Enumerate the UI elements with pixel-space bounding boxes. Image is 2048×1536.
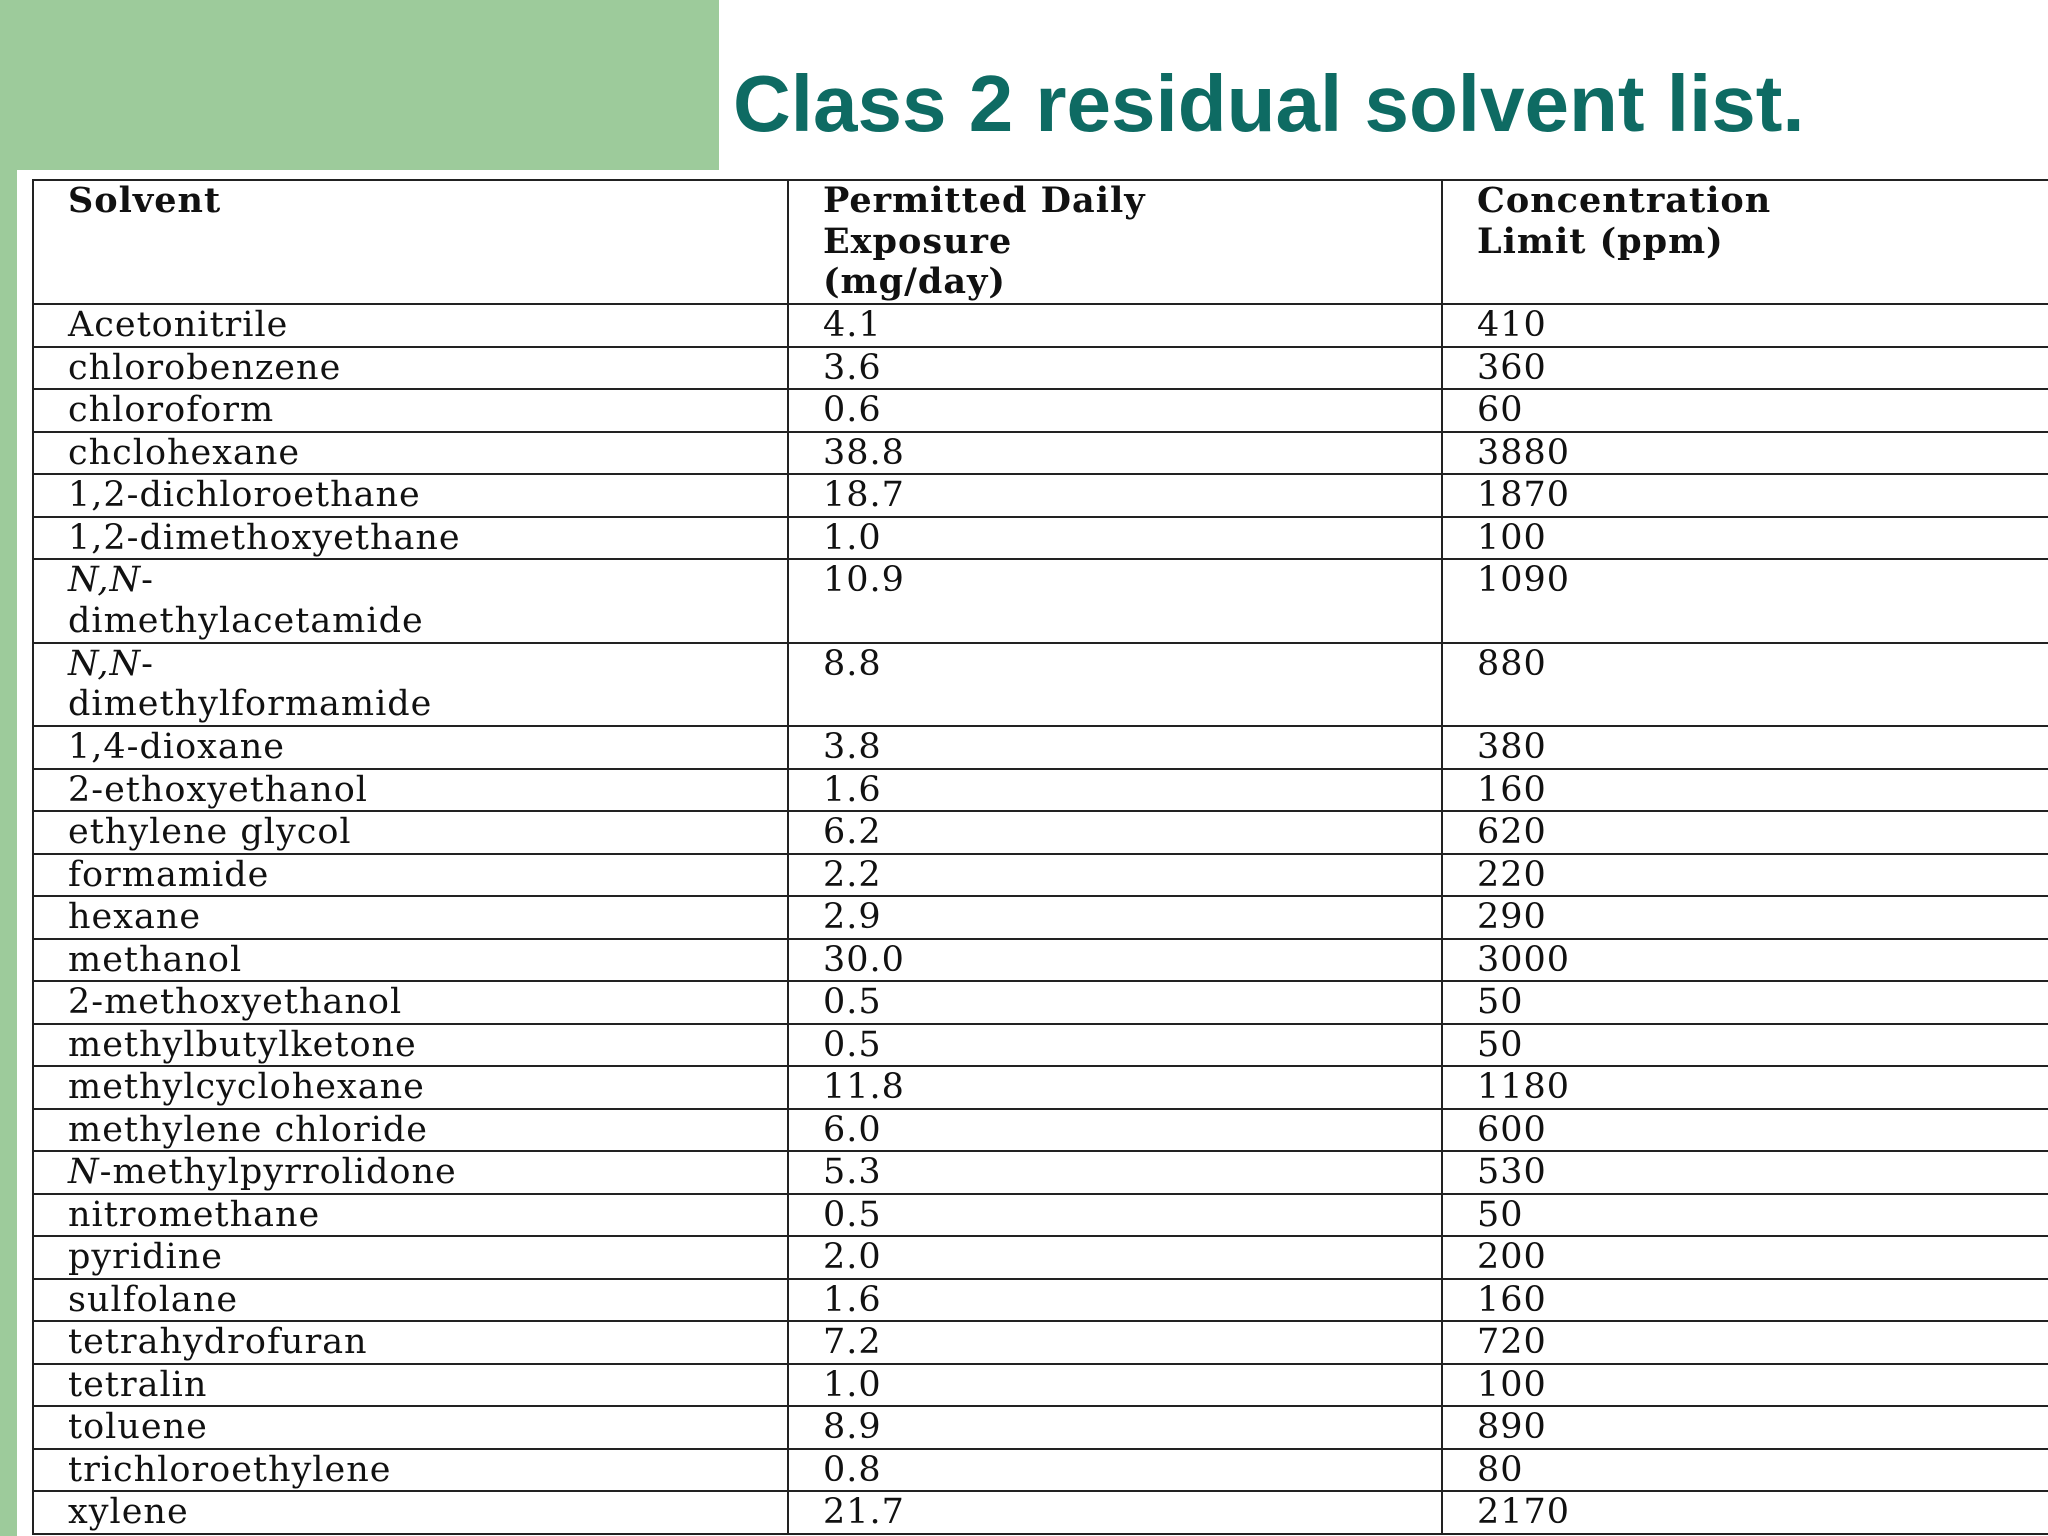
cell-permitted-daily-exposure: 0.5 bbox=[788, 1194, 1442, 1237]
cell-solvent: methylene chloride bbox=[33, 1109, 788, 1152]
cell-permitted-daily-exposure: 0.5 bbox=[788, 981, 1442, 1024]
cell-permitted-daily-exposure: 21.7 bbox=[788, 1491, 1442, 1534]
cell-permitted-daily-exposure: 3.6 bbox=[788, 347, 1442, 390]
cell-permitted-daily-exposure: 8.8 bbox=[788, 643, 1442, 727]
table-row bbox=[33, 1364, 2048, 1407]
cell-permitted-daily-exposure: 2.9 bbox=[788, 896, 1442, 939]
cell-permitted-daily-exposure: 0.8 bbox=[788, 1449, 1442, 1492]
cell-permitted-daily-exposure: 18.7 bbox=[788, 474, 1442, 517]
cell-permitted-daily-exposure: 6.2 bbox=[788, 811, 1442, 854]
cell-concentration-limit: 380 bbox=[1442, 726, 2048, 769]
cell-solvent: N,N- dimethylacetamide bbox=[33, 559, 788, 643]
cell-concentration-limit: 160 bbox=[1442, 769, 2048, 812]
table-row bbox=[33, 517, 2048, 560]
cell-permitted-daily-exposure: 10.9 bbox=[788, 559, 1442, 643]
green-header-block bbox=[0, 0, 719, 171]
table-row bbox=[33, 1151, 2048, 1194]
header-solvent: Solvent bbox=[33, 180, 788, 304]
cell-permitted-daily-exposure: 2.2 bbox=[788, 854, 1442, 897]
header-permitted-daily-exposure: Permitted Daily Exposure (mg/day) bbox=[788, 180, 1442, 304]
cell-concentration-limit: 50 bbox=[1442, 981, 2048, 1024]
cell-concentration-limit: 530 bbox=[1442, 1151, 2048, 1194]
cell-concentration-limit: 720 bbox=[1442, 1321, 2048, 1364]
cell-concentration-limit: 1090 bbox=[1442, 559, 2048, 643]
table-row bbox=[33, 474, 2048, 517]
table-header-row bbox=[33, 180, 2048, 304]
cell-solvent: tetrahydrofuran bbox=[33, 1321, 788, 1364]
table-row bbox=[33, 726, 2048, 769]
cell-concentration-limit: 200 bbox=[1442, 1236, 2048, 1279]
cell-permitted-daily-exposure: 6.0 bbox=[788, 1109, 1442, 1152]
cell-solvent: chlorobenzene bbox=[33, 347, 788, 390]
cell-permitted-daily-exposure: 0.5 bbox=[788, 1024, 1442, 1067]
table-row bbox=[33, 1024, 2048, 1067]
cell-concentration-limit: 1870 bbox=[1442, 474, 2048, 517]
table-row bbox=[33, 811, 2048, 854]
cell-permitted-daily-exposure: 1.0 bbox=[788, 517, 1442, 560]
cell-concentration-limit: 80 bbox=[1442, 1449, 2048, 1492]
table-body bbox=[33, 304, 2048, 1534]
cell-concentration-limit: 880 bbox=[1442, 643, 2048, 727]
cell-solvent: pyridine bbox=[33, 1236, 788, 1279]
header-concentration-limit: Concentration Limit (ppm) bbox=[1442, 180, 2048, 304]
cell-permitted-daily-exposure: 3.8 bbox=[788, 726, 1442, 769]
slide-title: Class 2 residual solvent list. bbox=[733, 59, 1805, 148]
cell-concentration-limit: 3880 bbox=[1442, 432, 2048, 475]
table-row bbox=[33, 1406, 2048, 1449]
cell-concentration-limit: 3000 bbox=[1442, 939, 2048, 982]
cell-permitted-daily-exposure: 11.8 bbox=[788, 1066, 1442, 1109]
cell-solvent: formamide bbox=[33, 854, 788, 897]
cell-permitted-daily-exposure: 38.8 bbox=[788, 432, 1442, 475]
cell-concentration-limit: 160 bbox=[1442, 1279, 2048, 1322]
table-row bbox=[33, 1109, 2048, 1152]
table-row bbox=[33, 1194, 2048, 1237]
table-row bbox=[33, 769, 2048, 812]
table-row bbox=[33, 1066, 2048, 1109]
cell-concentration-limit: 50 bbox=[1442, 1194, 2048, 1237]
cell-concentration-limit: 100 bbox=[1442, 1364, 2048, 1407]
cell-solvent: nitromethane bbox=[33, 1194, 788, 1237]
cell-concentration-limit: 60 bbox=[1442, 389, 2048, 432]
solvent-table bbox=[32, 179, 2048, 1535]
cell-permitted-daily-exposure: 1.6 bbox=[788, 1279, 1442, 1322]
cell-solvent: sulfolane bbox=[33, 1279, 788, 1322]
cell-concentration-limit: 290 bbox=[1442, 896, 2048, 939]
cell-concentration-limit: 410 bbox=[1442, 304, 2048, 347]
cell-solvent: methylbutylketone bbox=[33, 1024, 788, 1067]
cell-permitted-daily-exposure: 8.9 bbox=[788, 1406, 1442, 1449]
green-side-bar bbox=[0, 0, 17, 1536]
cell-solvent: chclohexane bbox=[33, 432, 788, 475]
cell-concentration-limit: 600 bbox=[1442, 1109, 2048, 1152]
cell-concentration-limit: 100 bbox=[1442, 517, 2048, 560]
cell-solvent: 1,2-dichloroethane bbox=[33, 474, 788, 517]
cell-solvent: 2-methoxyethanol bbox=[33, 981, 788, 1024]
cell-solvent: Acetonitrile bbox=[33, 304, 788, 347]
cell-solvent: hexane bbox=[33, 896, 788, 939]
cell-permitted-daily-exposure: 4.1 bbox=[788, 304, 1442, 347]
table-row bbox=[33, 854, 2048, 897]
cell-permitted-daily-exposure: 1.6 bbox=[788, 769, 1442, 812]
cell-concentration-limit: 360 bbox=[1442, 347, 2048, 390]
cell-permitted-daily-exposure: 30.0 bbox=[788, 939, 1442, 982]
table-row bbox=[33, 1321, 2048, 1364]
cell-solvent: N,N- dimethylformamide bbox=[33, 643, 788, 727]
table-row bbox=[33, 939, 2048, 982]
cell-concentration-limit: 620 bbox=[1442, 811, 2048, 854]
table-row bbox=[33, 1449, 2048, 1492]
cell-concentration-limit: 2170 bbox=[1442, 1491, 2048, 1534]
cell-permitted-daily-exposure: 2.0 bbox=[788, 1236, 1442, 1279]
cell-solvent: tetralin bbox=[33, 1364, 788, 1407]
table-row bbox=[33, 1236, 2048, 1279]
table-row bbox=[33, 643, 2048, 727]
table-panel bbox=[17, 170, 2048, 1536]
cell-permitted-daily-exposure: 1.0 bbox=[788, 1364, 1442, 1407]
table-row bbox=[33, 432, 2048, 475]
cell-solvent: methylcyclohexane bbox=[33, 1066, 788, 1109]
cell-concentration-limit: 890 bbox=[1442, 1406, 2048, 1449]
cell-solvent: N-methylpyrrolidone bbox=[33, 1151, 788, 1194]
table-row bbox=[33, 559, 2048, 643]
cell-permitted-daily-exposure: 0.6 bbox=[788, 389, 1442, 432]
table-row bbox=[33, 1491, 2048, 1534]
table-row bbox=[33, 896, 2048, 939]
cell-solvent: 2-ethoxyethanol bbox=[33, 769, 788, 812]
cell-solvent: ethylene glycol bbox=[33, 811, 788, 854]
table-row bbox=[33, 981, 2048, 1024]
cell-solvent: methanol bbox=[33, 939, 788, 982]
table-row bbox=[33, 1279, 2048, 1322]
cell-solvent: 1,4-dioxane bbox=[33, 726, 788, 769]
cell-concentration-limit: 50 bbox=[1442, 1024, 2048, 1067]
table-row bbox=[33, 347, 2048, 390]
cell-concentration-limit: 220 bbox=[1442, 854, 2048, 897]
cell-solvent: 1,2-dimethoxyethane bbox=[33, 517, 788, 560]
cell-solvent: chloroform bbox=[33, 389, 788, 432]
cell-solvent: trichloroethylene bbox=[33, 1449, 788, 1492]
cell-solvent: toluene bbox=[33, 1406, 788, 1449]
table-row bbox=[33, 389, 2048, 432]
table-row bbox=[33, 304, 2048, 347]
cell-solvent: xylene bbox=[33, 1491, 788, 1534]
cell-permitted-daily-exposure: 5.3 bbox=[788, 1151, 1442, 1194]
cell-permitted-daily-exposure: 7.2 bbox=[788, 1321, 1442, 1364]
cell-concentration-limit: 1180 bbox=[1442, 1066, 2048, 1109]
